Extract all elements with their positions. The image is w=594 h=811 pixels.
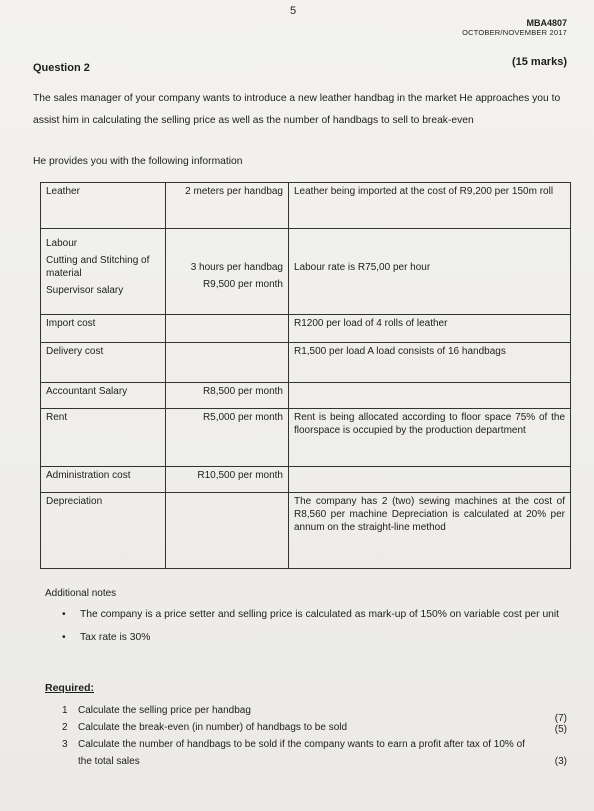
course-code: MBA4807	[526, 18, 567, 28]
supervisor-label: Supervisor salary	[46, 285, 124, 296]
row-label: Import cost	[41, 315, 166, 343]
table-row	[41, 315, 571, 343]
labour-amount-cell	[166, 229, 289, 315]
table-row	[41, 383, 571, 409]
item-text: Calculate the break-even (in number) of handbags to be sold	[78, 722, 348, 733]
table-row	[41, 229, 571, 315]
question-intro: The sales manager of your company wants to introduce a new leather handbag in the market He approaches you to assist him in calculating the selling price as well as the number of handbags to sell to break-even	[33, 93, 561, 126]
row-note: The company has 2 (two) sewing machines at the cost of R8,560 per machine Depreciation is calculated at 20% per annum on the straight-line method	[289, 493, 571, 569]
additional-notes-heading: Additional notes	[45, 588, 117, 599]
list-item	[62, 736, 567, 770]
table-row	[41, 183, 571, 229]
note-text: Tax rate is 30%	[80, 632, 151, 643]
additional-notes-list	[62, 606, 562, 652]
item-marks: (7)	[554, 713, 567, 724]
item-text: Calculate the selling price per handbag	[78, 705, 251, 716]
row-note: R1,500 per load A load consists of 16 handbags	[289, 343, 571, 383]
table-row	[41, 409, 571, 467]
exam-session: OCTOBER/NOVEMBER 2017	[462, 28, 567, 37]
table-row	[41, 493, 571, 569]
list-item	[62, 606, 562, 623]
item-number: 2	[62, 722, 68, 733]
bullet-icon: •	[62, 632, 66, 643]
row-label: Labour	[46, 238, 78, 249]
row-amount: 2 meters per handbag	[166, 183, 289, 229]
question-marks: (15 marks)	[511, 56, 567, 68]
information-table	[40, 182, 571, 569]
bullet-icon: •	[62, 609, 66, 620]
list-item	[62, 719, 567, 736]
item-number: 3	[62, 739, 68, 750]
table-row	[41, 467, 571, 493]
row-label: Accountant Salary	[41, 383, 166, 409]
supervisor-amount: R9,500 per month	[202, 279, 283, 290]
item-number: 1	[62, 705, 68, 716]
cutting-amount: 3 hours per handbag	[190, 262, 283, 273]
row-note: Rent is being allocated according to floor space 75% of the floorspace is occupied by the production department	[289, 409, 571, 467]
labour-cell	[41, 229, 166, 315]
item-text: Calculate the number of handbags to be sold if the company wants to earn a profit after tax of 10% of the total sales	[78, 739, 525, 767]
row-label: Rent	[41, 409, 166, 467]
row-note: Leather being imported at the cost of R9,200 per 150m roll	[289, 183, 571, 229]
row-label: Depreciation	[41, 493, 166, 569]
required-list	[62, 702, 567, 770]
cutting-note: Labour rate is R75,00 per hour	[294, 262, 431, 273]
info-lead-in: He provides you with the following information	[33, 156, 243, 167]
row-amount: R8,500 per month	[166, 383, 289, 409]
row-amount: R10,500 per month	[166, 467, 289, 493]
list-item	[62, 629, 562, 646]
page-number: 5	[290, 5, 297, 17]
exam-code-block	[462, 18, 567, 38]
row-label: Delivery cost	[41, 343, 166, 383]
question-title: Question 2	[33, 62, 90, 74]
row-amount: R5,000 per month	[166, 409, 289, 467]
row-note: R1200 per load of 4 rolls of leather	[289, 315, 571, 343]
item-marks: (5)	[554, 724, 567, 735]
cutting-label: Cutting and Stitching of material	[46, 255, 150, 279]
note-text: The company is a price setter and selling price is calculated as mark-up of 150% on variable cost per unit	[80, 609, 560, 620]
required-heading: Required:	[45, 682, 95, 694]
row-label: Administration cost	[41, 467, 166, 493]
item-marks: (3)	[554, 756, 567, 767]
table-row	[41, 343, 571, 383]
labour-note-cell	[289, 229, 571, 315]
row-label: Leather	[41, 183, 166, 229]
list-item	[62, 702, 567, 724]
